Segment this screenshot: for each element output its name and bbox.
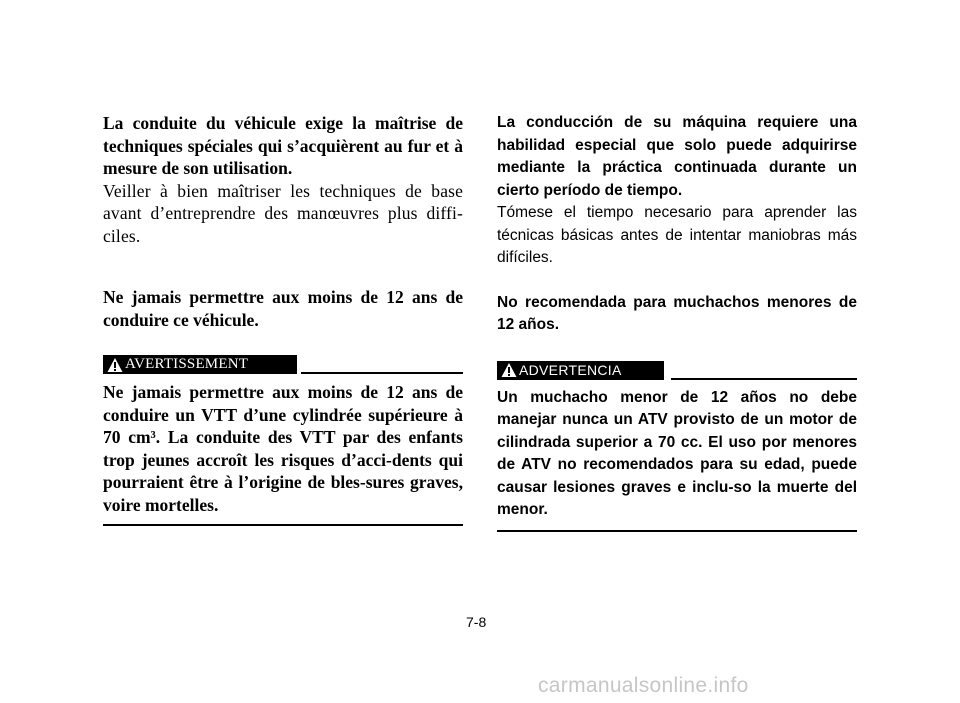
french-warning-text: Ne jamais permettre aux moins de 12 ans de conduire un VTT d’une cylindrée supérieure à 70 cm³. La conduite des VTT par des enfants trop jeunes accroît les risques d’acci-dents qui pourraient être à l’origine de bles-sures graves, voire mortelles. [103, 382, 463, 515]
spanish-warning-badge [497, 361, 664, 380]
warning-triangle-icon [107, 357, 123, 373]
spanish-age-notice: No recomendada para muchachos menores de 12 años. [497, 293, 857, 333]
french-warning-end-rule [103, 524, 463, 526]
french-warning-header [103, 347, 463, 381]
spanish-intro-text: Tómese el tiempo necesario para aprender las técnicas básicas antes de intentar maniobras más difíciles. [497, 204, 857, 266]
spanish-warning-rule [671, 378, 857, 380]
spanish-intro-bold: La conducción de su máquina requiere una habilidad especial que solo puede adquirirse mediante la práctica continuada durante un cierto período de tiempo. [497, 114, 857, 199]
french-warning-rule [301, 372, 463, 374]
french-warning-label: AVERTISSEMENT [125, 356, 249, 372]
spanish-warning-text: Un muchacho menor de 12 años no debe manejar nunca un ATV provisto de un motor de cilindrada superior a 70 cc. El uso por menores de ATV no recomendados para su edad, puede causar lesiones graves e inclu-so la muerte del menor. [497, 388, 857, 518]
spanish-warning-end-rule [497, 530, 857, 532]
french-age-notice: Ne jamais permettre aux moins de 12 ans de conduire ce véhicule. [103, 287, 463, 330]
site-watermark[interactable]: carmanualsonline.info [538, 674, 749, 697]
spanish-warning-header [497, 353, 857, 387]
spanish-column [497, 112, 857, 532]
warning-triangle-icon [501, 362, 517, 378]
french-column [103, 112, 463, 526]
french-intro-bold: La conduite du véhicule exige la maîtrise de techniques spéciales qui s’acquièrent au fur et à mesure de son utilisation. [103, 113, 463, 178]
french-intro-text: Veiller à bien maîtriser les techniques de base avant d’entreprendre des manœuvres plus diffi-ciles. [103, 180, 463, 246]
spanish-warning-label: ADVERTENCIA [519, 362, 622, 378]
page-number: 7-8 [466, 614, 487, 630]
french-warning-badge [103, 355, 297, 374]
